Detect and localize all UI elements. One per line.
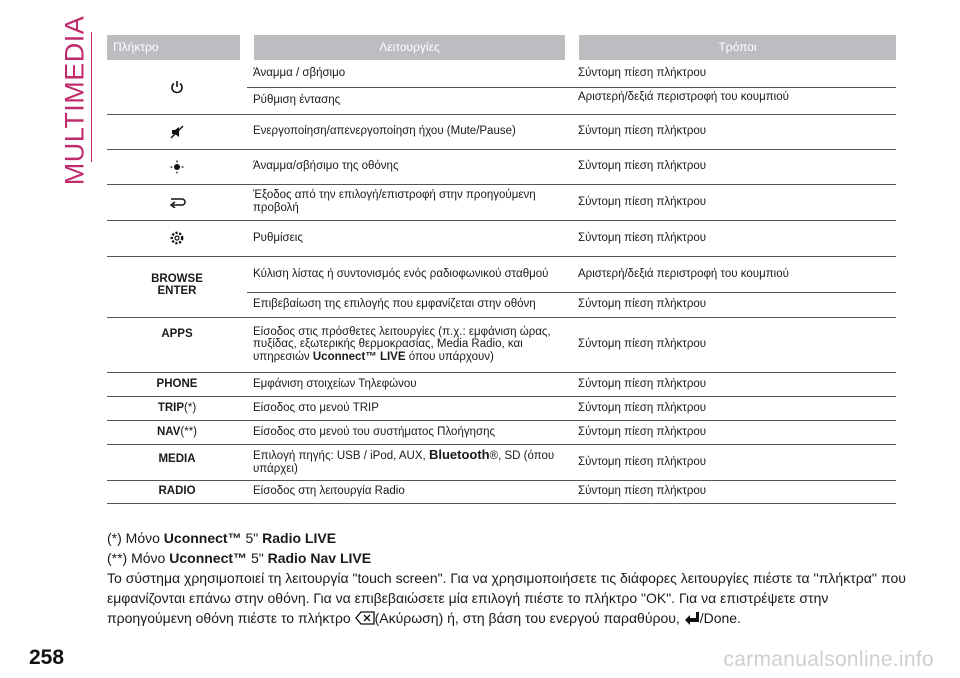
function-text: Επιλογή πηγής: USB / iPod, AUX, [253,450,426,463]
table-header-row [107,35,896,60]
done-arrow-icon [684,611,700,625]
mode-cell: Αριστερή/δεξιά περιστροφή του κουμπιού [572,87,896,114]
page-number: 258 [29,646,65,669]
table-row [107,184,896,220]
key-label: TRIP [157,401,185,414]
key-cell [107,480,247,503]
function-text: ®, SD (όπου υπάρχει) [253,450,555,475]
function-cell: Εμφάνιση στοιχείων Τηλεφώνου [247,372,572,396]
function-cell: Άναμμα/σβήσιμο της οθόνης [247,149,572,184]
table-row [107,317,896,372]
key-cell [107,60,247,114]
key-cell [107,444,247,480]
controls-table [107,35,896,504]
key-label: NAV [156,425,181,438]
function-bold: Bluetooth [428,447,490,463]
key-cell [107,420,247,444]
function-cell: Είσοδος στο μενού του συστήματος Πλοήγησης [247,420,572,444]
mode-cell: Σύντομη πίεση πλήκτρου [572,292,896,317]
section-rule [91,32,92,162]
function-cell: Κύλιση λίστας ή συντονισμός ενός ραδιοφωνικού σταθμού [247,256,572,292]
function-cell: Άναμμα / σβήσιμο [247,60,572,87]
mode-cell: Σύντομη πίεση πλήκτρου [572,317,896,372]
key-cell [107,396,247,420]
key-label: PHONE [156,377,198,390]
footnote-bold: Uconnect™ [163,530,242,546]
table-row [107,396,896,420]
table-row [107,60,896,87]
power-icon [170,80,184,94]
function-text: Είσοδος στις πρόσθετες λειτουργίες (π.χ.: εμφάνιση ώρας, πυξίδας, εξωτερικής θερμοκρασίας, Media Radio, και υπηρεσιών [253,326,551,363]
mode-cell: Αριστερή/δεξιά περιστροφή του κουμπιού [572,256,896,292]
key-cell [107,149,247,184]
function-cell: Ρύθμιση έντασης [247,87,572,114]
footnote-bold: Radio LIVE [262,530,337,546]
function-cell [247,444,572,480]
table-row [107,480,896,503]
key-cell [107,317,247,372]
function-cell [247,317,572,372]
header-functions: Λειτουργίες [247,35,572,60]
key-label: BROWSE ENTER [151,272,203,298]
mode-cell: Σύντομη πίεση πλήκτρου [572,420,896,444]
table-row [107,372,896,396]
key-label: RADIO [158,485,196,498]
section-title: MULTIMEDIA [59,15,90,185]
mode-cell: Σύντομη πίεση πλήκτρου [572,184,896,220]
key-cell [107,114,247,149]
watermark: carmanualsonline.info [723,648,934,671]
footnote-1 [107,528,907,548]
mode-cell: Σύντομη πίεση πλήκτρου [572,396,896,420]
footnote-text: (*) Μόνο [107,530,160,546]
key-cell [107,220,247,256]
function-bold: Uconnect™ LIVE [312,350,406,363]
header-modes: Τρόποι [572,35,896,60]
mode-cell: Σύντομη πίεση πλήκτρου [572,60,896,87]
table-row [107,220,896,256]
function-cell: Είσοδος στο μενού TRIP [247,396,572,420]
function-cell: Είσοδος στη λειτουργία Radio [247,480,572,503]
footnote-text: 5" [245,530,259,546]
back-icon [168,196,186,208]
mute-icon [170,125,184,139]
function-cell: Ενεργοποίηση/απενεργοποίηση ήχου (Mute/Pause) [247,114,572,149]
key-cell [107,256,247,317]
body-paragraph [107,568,907,628]
function-cell: Έξοδος από την επιλογή/επιστροφή στην προηγούμενη προβολή [247,184,572,220]
header-key: Πλήκτρο [107,35,247,60]
footnote-text: 5" [250,550,264,566]
settings-icon [169,230,185,246]
table-row [107,256,896,292]
paragraph-text: (Ακύρωση) ή, στη βάση του ενεργού παραθύρου, [374,610,680,626]
mode-cell: Σύντομη πίεση πλήκτρου [572,444,896,480]
function-cell: Επιβεβαίωση της επιλογής που εμφανίζεται στην οθόνη [247,292,572,317]
table-row [107,444,896,480]
footnote-text: (**) Μόνο [107,550,166,566]
footnote-2 [107,548,907,568]
footnote-bold: Uconnect™ [169,550,248,566]
key-note: (*) [184,401,197,414]
key-note: (**) [180,425,198,438]
mode-cell: Σύντομη πίεση πλήκτρου [572,149,896,184]
delete-key-icon [355,611,375,625]
screen-icon [170,160,184,174]
footnote-bold: Radio Nav LIVE [267,550,372,566]
table-row [107,114,896,149]
key-label: MEDIA [158,452,196,465]
paragraph-text: /Done. [699,610,741,626]
key-cell [107,372,247,396]
function-text: όπου υπάρχουν) [408,350,494,363]
mode-cell: Σύντομη πίεση πλήκτρου [572,480,896,503]
mode-cell: Σύντομη πίεση πλήκτρου [572,372,896,396]
function-cell: Ρυθμίσεις [247,220,572,256]
mode-cell: Σύντομη πίεση πλήκτρου [572,114,896,149]
footnotes [107,528,907,628]
table-row [107,149,896,184]
mode-cell: Σύντομη πίεση πλήκτρου [572,220,896,256]
paragraph-text: Το σύστημα χρησιμοποιεί τη λειτουργία "touch screen". Για να χρησιμοποιήσετε τις διάφορες λειτουργίες πιέστε τα ''πλήκτρα'' που εμφανίζονται επάνω στην οθόνη. Για να επιβεβαιώσετε μία επιλογή πιέστε το πλήκτρο "OK". Για να επιστρέψετε στην προηγούμενη οθόνη πιέστε το πλήκτρο [107,570,906,626]
table-row [107,420,896,444]
key-label: APPS [161,327,193,340]
key-cell [107,184,247,220]
